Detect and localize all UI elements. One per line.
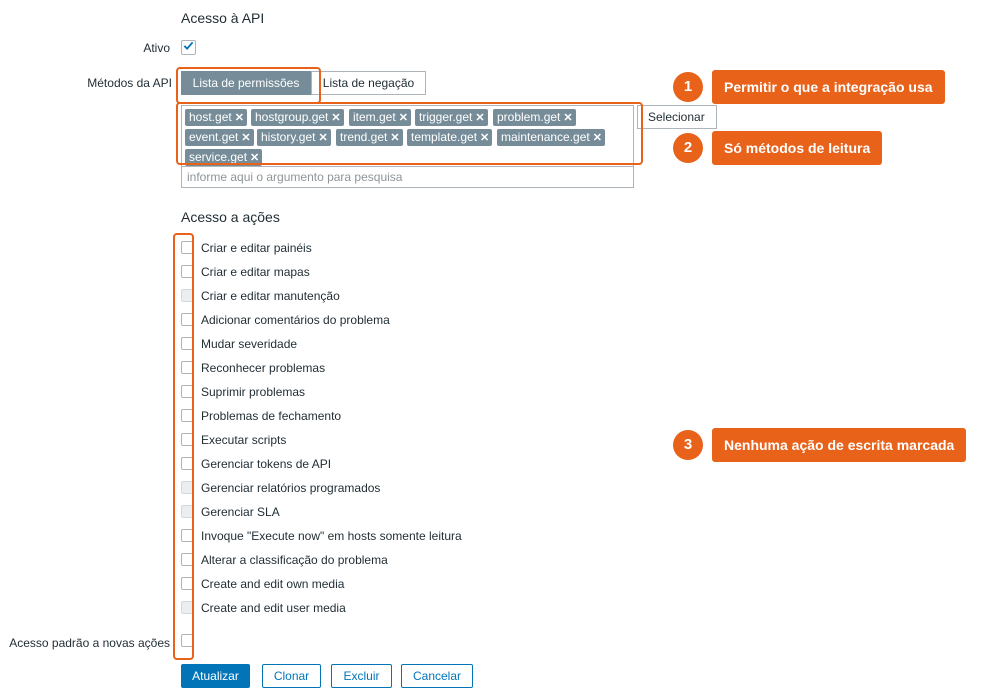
action-label: Suprimir problemas — [201, 385, 306, 399]
remove-icon[interactable]: ✕ — [250, 152, 260, 164]
select-methods-button[interactable]: Selecionar — [637, 105, 717, 129]
cancel-button[interactable]: Cancelar — [401, 664, 473, 688]
actions-access-title: Acesso a ações — [181, 209, 280, 225]
update-button[interactable]: Atualizar — [181, 664, 250, 688]
action-label: Reconhecer problemas — [201, 361, 326, 375]
delete-button[interactable]: Excluir — [331, 664, 392, 688]
highlight-actions — [173, 233, 194, 660]
check-icon — [183, 40, 194, 51]
default-access-label: Acesso padrão a novas ações — [9, 636, 170, 650]
method-tag-label: event.get — [189, 130, 239, 144]
action-label: Criar e editar manutenção — [201, 289, 340, 303]
api-methods-label: Métodos da API — [87, 76, 172, 90]
remove-icon[interactable]: ✕ — [390, 132, 400, 144]
enabled-checkbox[interactable] — [181, 40, 196, 55]
method-tag-label: trend.get — [340, 130, 388, 144]
action-label: Gerenciar relatórios programados — [201, 481, 381, 495]
remove-icon[interactable]: ✕ — [475, 112, 485, 124]
remove-icon[interactable]: ✕ — [592, 132, 602, 144]
method-tag-label: problem.get — [497, 110, 561, 124]
action-label: Invoque "Execute now" em hosts somente leitura — [201, 529, 462, 543]
allow-list-tab[interactable]: Lista de permissões — [181, 71, 311, 95]
remove-icon[interactable]: ✕ — [480, 132, 490, 144]
method-tag-label: hostgroup.get — [255, 110, 329, 124]
method-tag-label: item.get — [353, 110, 396, 124]
highlight-allow-list — [176, 67, 321, 104]
action-label: Mudar severidade — [201, 337, 298, 351]
callout-number-2: 2 — [673, 133, 703, 163]
method-tag-label: template.get — [411, 130, 478, 144]
callout-label-3: Nenhuma ação de escrita marcada — [712, 428, 966, 462]
action-label: Criar e editar mapas — [201, 265, 310, 279]
callout-number-1: 1 — [673, 72, 703, 102]
remove-icon[interactable]: ✕ — [331, 112, 341, 124]
remove-icon[interactable]: ✕ — [318, 132, 328, 144]
action-label: Criar e editar painéis — [201, 241, 312, 255]
action-label: Create and edit user media — [201, 601, 346, 615]
clone-button[interactable]: Clonar — [262, 664, 321, 688]
action-label: Executar scripts — [201, 433, 287, 447]
method-tag-label: maintenance.get — [501, 130, 590, 144]
method-tag-label: trigger.get — [419, 110, 473, 124]
callout-label-1: Permitir o que a integração usa — [712, 70, 945, 104]
action-label: Alterar a classificação do problema — [201, 553, 388, 567]
remove-icon[interactable]: ✕ — [398, 112, 408, 124]
action-label: Create and edit own media — [201, 577, 345, 591]
remove-icon[interactable]: ✕ — [563, 112, 573, 124]
enabled-label: Ativo — [143, 41, 170, 55]
highlight-methods — [176, 102, 643, 165]
action-label: Gerenciar SLA — [201, 505, 280, 519]
action-label: Adicionar comentários do problema — [201, 313, 390, 327]
callout-number-3: 3 — [673, 430, 703, 460]
method-tag-label: history.get — [261, 130, 316, 144]
remove-icon[interactable]: ✕ — [241, 132, 251, 144]
action-label: Gerenciar tokens de API — [201, 457, 332, 471]
callout-label-2: Só métodos de leitura — [712, 131, 882, 165]
deny-list-tab[interactable]: Lista de negação — [311, 71, 426, 95]
method-tag-label: service.get — [189, 150, 248, 164]
method-tag-label: host.get — [189, 110, 232, 124]
remove-icon[interactable]: ✕ — [234, 112, 244, 124]
action-label: Problemas de fechamento — [201, 409, 342, 423]
api-access-title: Acesso à API — [181, 10, 265, 26]
methods-search-input[interactable] — [181, 166, 634, 188]
